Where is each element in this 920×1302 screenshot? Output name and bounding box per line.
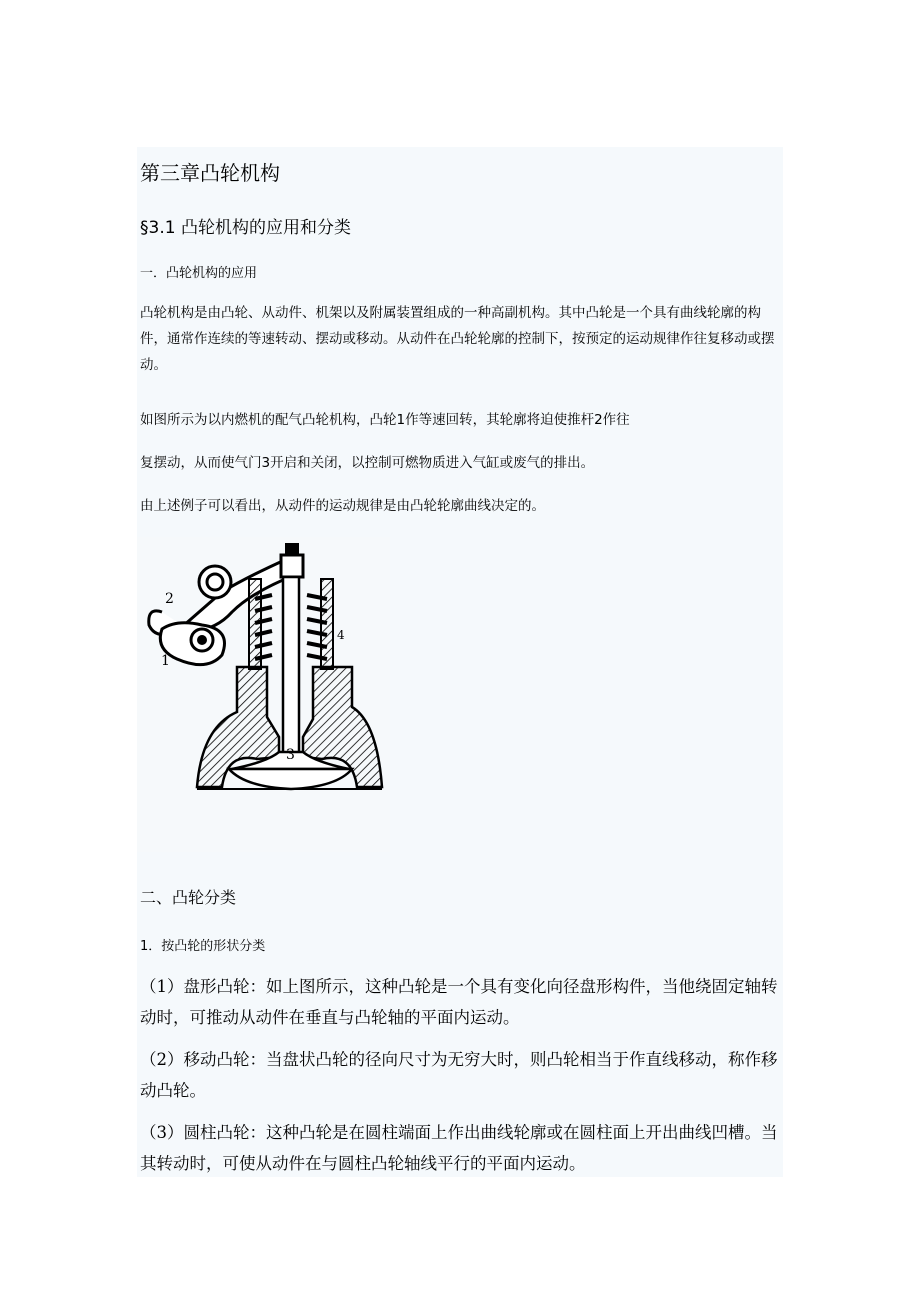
- cam-mechanism-diagram: [137, 537, 390, 852]
- paragraph: 凸轮机构是由凸轮、从动件、机架以及附属装置组成的一种高副机构。其中凸轮是一个具有曲线轮廓的构件，通常作连续的等速转动、摆动或移动。从动件在凸轮轮廓的控制下，按预定的运动规律作往复移动或摆动。: [140, 305, 775, 373]
- list-item: （2）移动凸轮：当盘状凸轮的径向尺寸为无穷大时，则凸轮相当于作直线移动，称作移动凸轮。: [140, 1050, 778, 1100]
- subsection-heading: 一．凸轮机构的应用: [140, 266, 258, 281]
- list-heading: 1．按凸轮的形状分类: [140, 939, 266, 954]
- paragraph: 由上述例子可以看出，从动件的运动规律是由凸轮轮廓曲线决定的。: [140, 498, 545, 514]
- document-content: [137, 147, 783, 1177]
- label-2: 2: [165, 591, 174, 607]
- list-item: （1）盘形凸轮：如上图所示，这种凸轮是一个具有变化向径盘形构件，当他绕固定轴转动时，可推动从动件在垂直与凸轮轴的平面内运动。: [140, 977, 778, 1027]
- paragraph: 如图所示为以内燃机的配气凸轮机构，凸轮1作等速回转，其轮廓将迫使推杆2作往: [140, 412, 630, 428]
- label-4: 4: [337, 628, 345, 642]
- paragraph: 复摆动，从而使气门3开启和关闭，以控制可燃物质进入气缸或废气的排出。: [140, 455, 595, 471]
- label-1: 1: [161, 653, 170, 669]
- cam-mechanism-figure: [137, 537, 390, 852]
- section-title: §3.1 凸轮机构的应用和分类: [140, 218, 351, 238]
- label-3: 3: [286, 747, 295, 763]
- subsection-heading: 二、凸轮分类: [140, 888, 237, 907]
- chapter-title: 第三章凸轮机构: [140, 161, 280, 185]
- list-item: （3）圆柱凸轮：这种凸轮是在圆柱端面上作出曲线轮廓或在圆柱面上开出曲线凹槽。当其转动时，可使从动件在与圆柱凸轮轴线平行的平面内运动。: [140, 1123, 778, 1173]
